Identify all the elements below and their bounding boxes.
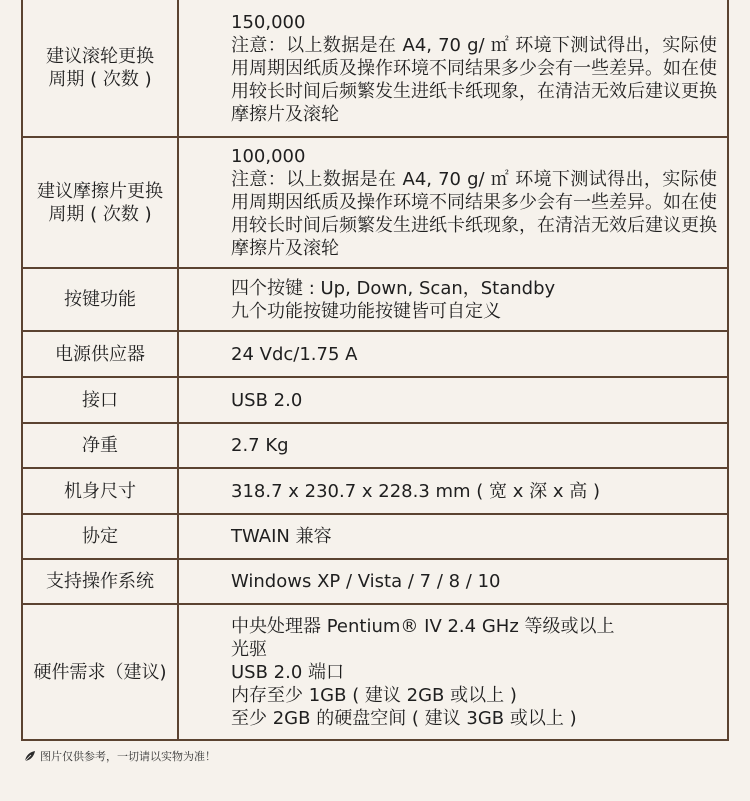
spec-label-line: 建议摩擦片更换 (37, 180, 163, 202)
spec-value-line: 九个功能按键功能按键皆可自定义 (231, 300, 501, 322)
spec-value-line: 100,000 (231, 146, 306, 167)
spec-label (22, 137, 178, 268)
spec-label (22, 0, 178, 137)
spec-value: USB 2.0 (178, 377, 728, 423)
spec-label-line: 周期 ( 次数 ) (48, 203, 152, 225)
spec-value-line: 光驱 (231, 638, 267, 660)
spec-value (178, 604, 728, 740)
spec-label: 净重 (22, 423, 178, 468)
spec-row-os (22, 559, 728, 604)
spec-row-hardware (22, 604, 728, 740)
spec-value: 2.7 Kg (178, 423, 728, 468)
spec-row-dimensions (22, 468, 728, 514)
leaf-icon (24, 750, 36, 762)
footnote (24, 748, 216, 764)
spec-label: 支持操作系统 (22, 559, 178, 604)
footnote-text: 图片仅供参考，一切请以实物为准！ (40, 750, 216, 763)
spec-value-line: 四个按键 : Up, Down, Scan，Standby (231, 277, 556, 299)
spec-label: 接口 (22, 377, 178, 423)
spec-row-pad-cycle (22, 137, 728, 268)
spec-value (178, 268, 728, 331)
spec-row-protocol (22, 514, 728, 559)
spec-row-roller-cycle (22, 0, 728, 137)
spec-value: Windows XP / Vista / 7 / 8 / 10 (178, 559, 728, 604)
spec-label: 按键功能 (22, 268, 178, 331)
spec-table (21, 0, 729, 741)
spec-value-line: 至少 2GB 的硬盘空间 ( 建议 3GB 或以上 ) (231, 707, 577, 729)
spec-value: 318.7 x 230.7 x 228.3 mm ( 宽 x 深 x 高 ) (178, 468, 728, 514)
spec-label: 机身尺寸 (22, 468, 178, 514)
spec-row-interface (22, 377, 728, 423)
spec-note: 注意：以上数据是在 A4, 70 g/ ㎡ 环境下测试得出，实际使用周期因纸质及操作环境不同结果多少会有一些差异。如在使用较长时间后频繁发生进纸卡纸现象，在清洁无效后建议更换摩擦片及滚轮 (231, 34, 717, 125)
spec-label: 电源供应器 (22, 331, 178, 377)
spec-value (178, 137, 728, 268)
spec-label: 协定 (22, 514, 178, 559)
spec-value (178, 0, 728, 137)
spec-label-line: 建议滚轮更换 (46, 46, 154, 67)
spec-row-power (22, 331, 728, 377)
spec-label-line: 周期 ( 次数 ) (48, 69, 152, 90)
spec-value-line: 150,000 (231, 11, 306, 33)
spec-row-weight (22, 423, 728, 468)
spec-value-line: 中央处理器 Pentium® IV 2.4 GHz 等级或以上 (231, 615, 615, 637)
spec-value: 24 Vdc/1.75 A (178, 331, 728, 377)
spec-value-line: USB 2.0 端口 (231, 661, 345, 683)
spec-label: 硬件需求（建议) (22, 604, 178, 740)
spec-note: 注意：以上数据是在 A4, 70 g/ ㎡ 环境下测试得出，实际使用周期因纸质及操作环境不同结果多少会有一些差异。如在使用较长时间后频繁发生进纸卡纸现象，在清洁无效后建议更换摩擦片及滚轮 (231, 169, 717, 259)
spec-value-line: 内存至少 1GB ( 建议 2GB 或以上 ) (231, 684, 517, 706)
spec-value: TWAIN 兼容 (178, 514, 728, 559)
spec-row-buttons (22, 268, 728, 331)
